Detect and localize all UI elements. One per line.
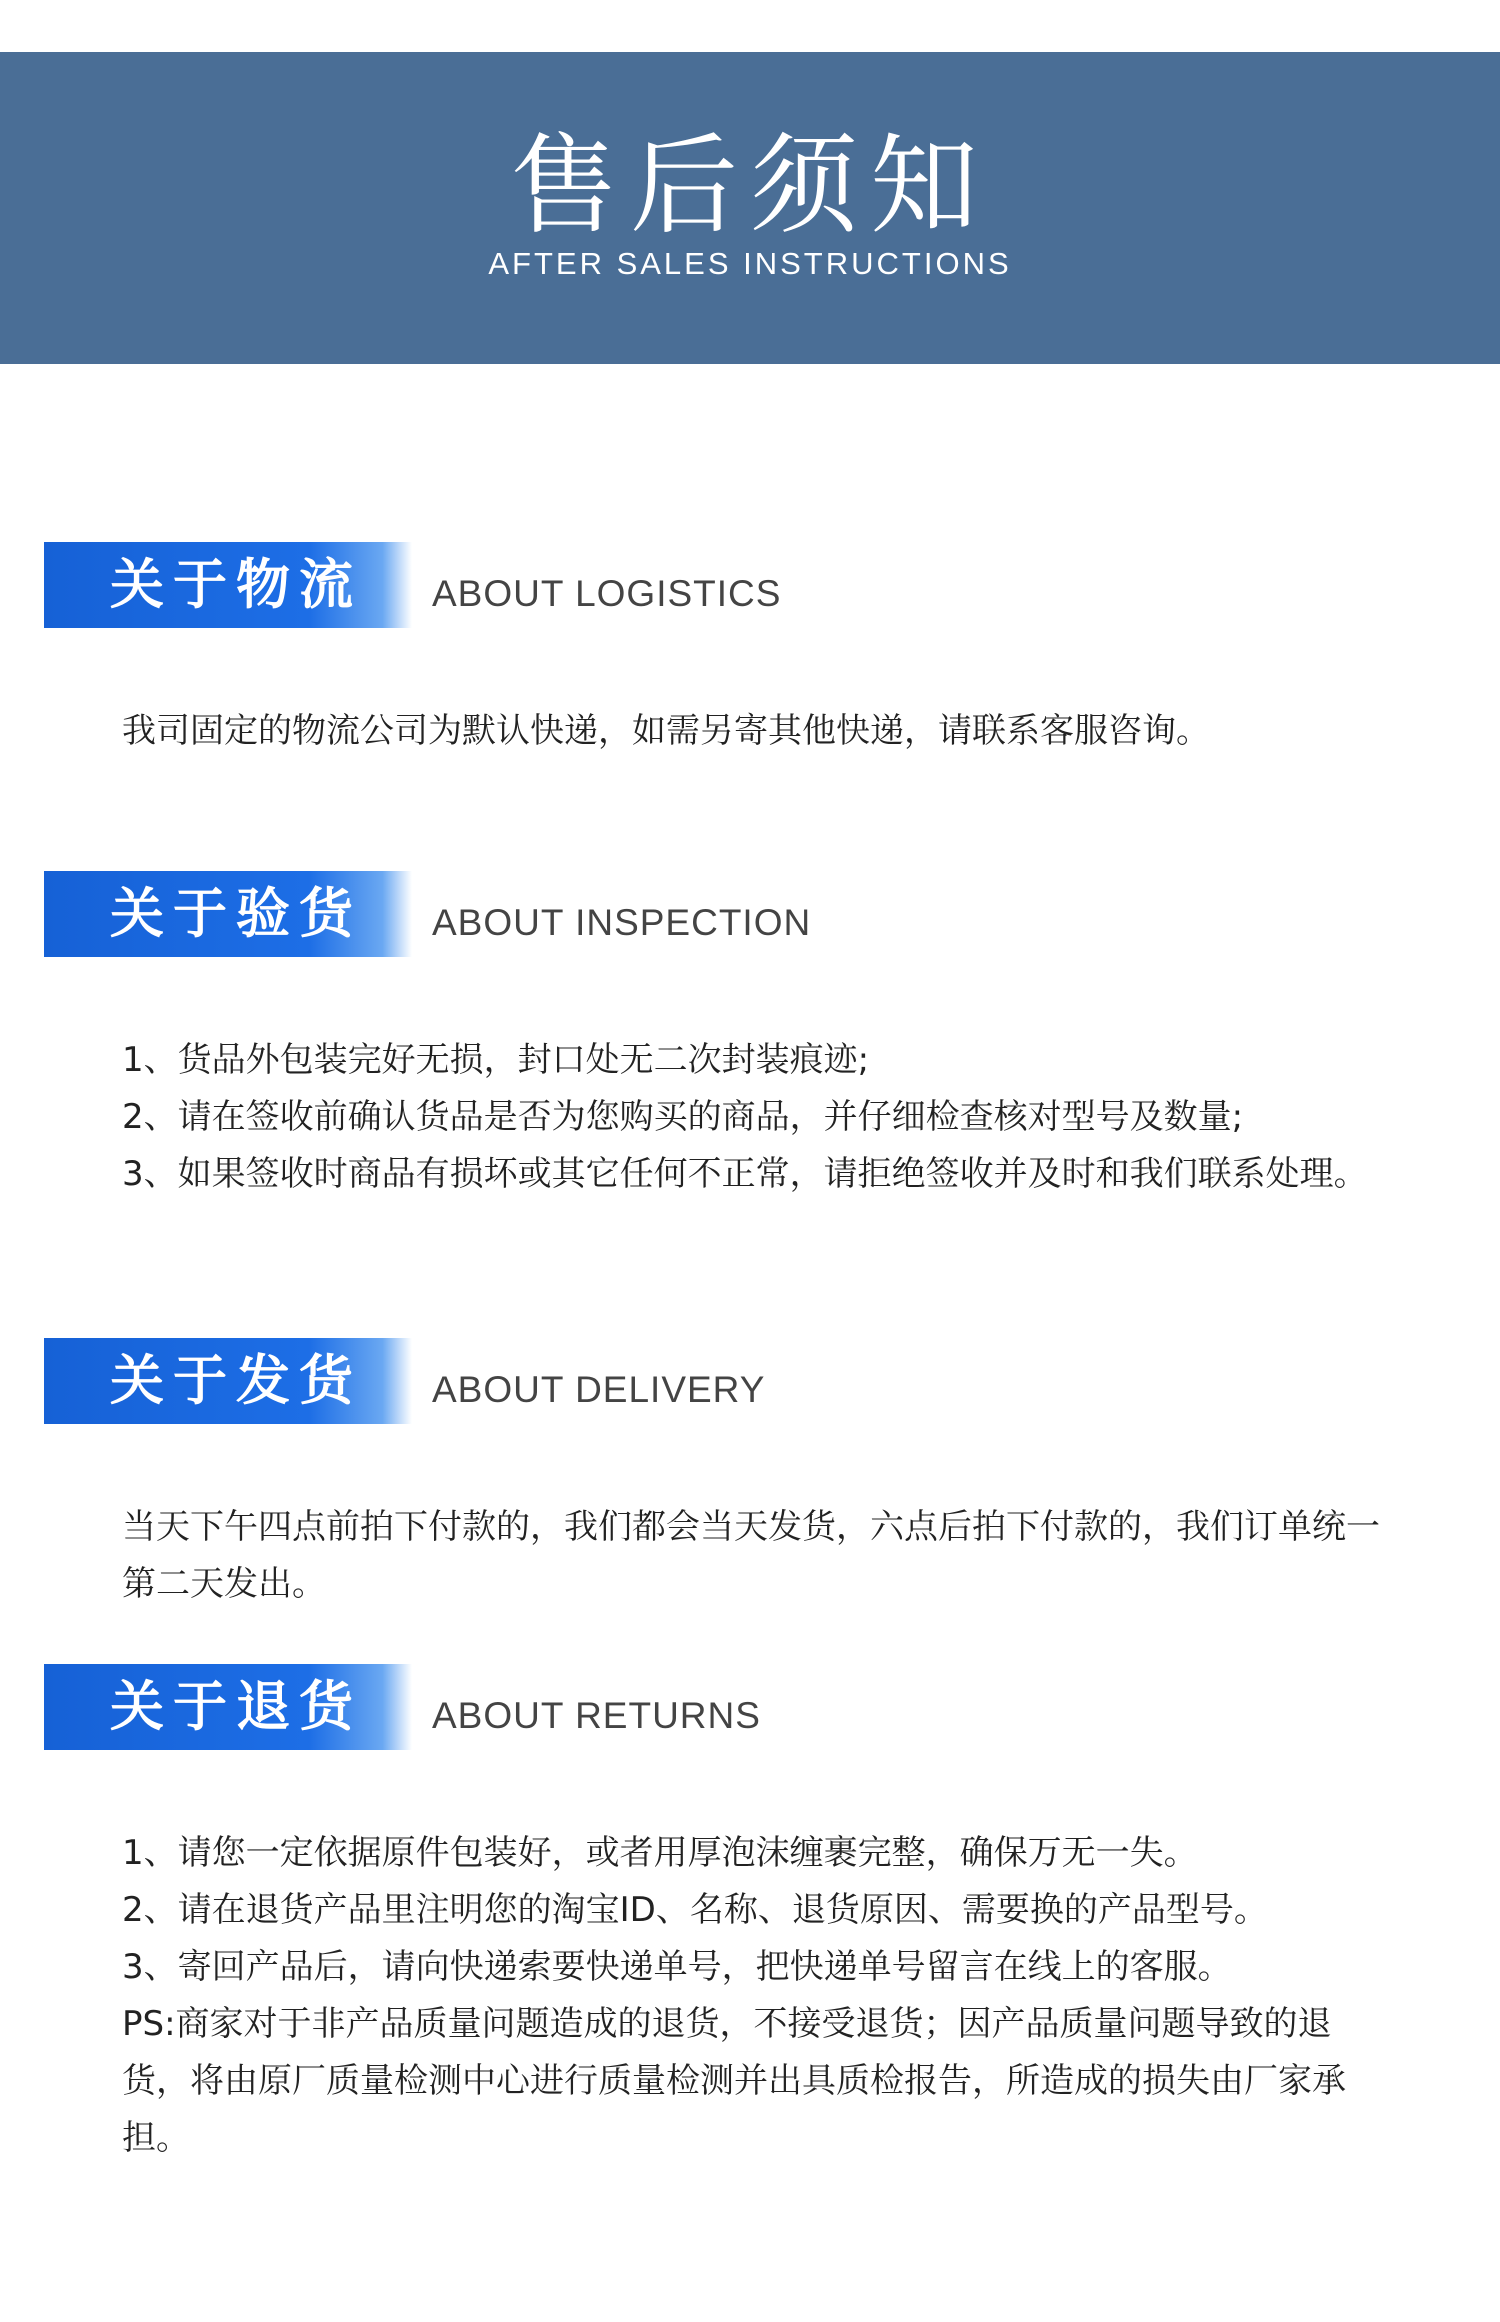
body-paragraph: 2、请在退货产品里注明您的淘宝ID、名称、退货原因、需要换的产品型号。 bbox=[122, 1890, 1268, 1930]
section-body bbox=[122, 703, 1382, 760]
page-title: 售后须知 bbox=[509, 124, 990, 249]
section-subtitle: ABOUT LOGISTICS bbox=[432, 573, 782, 614]
section-title: 关于发货 bbox=[44, 1338, 412, 1424]
section-body bbox=[122, 1499, 1382, 1613]
section-title: 关于验货 bbox=[44, 871, 412, 957]
body-paragraph: 当天下午四点前拍下付款的，我们都会当天发货，六点后拍下付款的，我们订单统一第二天发出。 bbox=[122, 1507, 1380, 1604]
section-subtitle: ABOUT INSPECTION bbox=[432, 902, 812, 943]
body-paragraph: 1、请您一定依据原件包装好，或者用厚泡沫缠裹完整，确保万无一失。 bbox=[122, 1833, 1198, 1873]
body-paragraph: 3、如果签收时商品有损坏或其它任何不正常，请拒绝签收并及时和我们联系处理。 bbox=[122, 1154, 1368, 1194]
section-subtitle: ABOUT DELIVERY bbox=[432, 1369, 766, 1410]
body-paragraph: 1、货品外包装完好无损，封口处无二次封装痕迹; bbox=[122, 1040, 870, 1080]
section-subtitle: ABOUT RETURNS bbox=[432, 1695, 761, 1736]
body-paragraph: 我司固定的物流公司为默认快递，如需另寄其他快递，请联系客服咨询。 bbox=[122, 711, 1210, 751]
section-title: 关于退货 bbox=[44, 1664, 412, 1750]
section-body bbox=[122, 1825, 1382, 2167]
page-subtitle: AFTER SALES INSTRUCTIONS bbox=[488, 246, 1012, 281]
body-paragraph: PS:商家对于非产品质量问题造成的退货，不接受退货；因产品质量问题导致的退货，将由原厂质量检测中心进行质量检测并出具质检报告，所造成的损失由厂家承担。 bbox=[122, 2004, 1346, 2158]
body-paragraph: 3、寄回产品后，请向快递索要快递单号，把快递单号留言在线上的客服。 bbox=[122, 1947, 1232, 1987]
section-body bbox=[122, 1032, 1382, 1203]
body-paragraph: 2、请在签收前确认货品是否为您购买的商品，并仔细检查核对型号及数量; bbox=[122, 1097, 1244, 1137]
section-title: 关于物流 bbox=[44, 542, 412, 628]
header-banner bbox=[0, 52, 1500, 364]
